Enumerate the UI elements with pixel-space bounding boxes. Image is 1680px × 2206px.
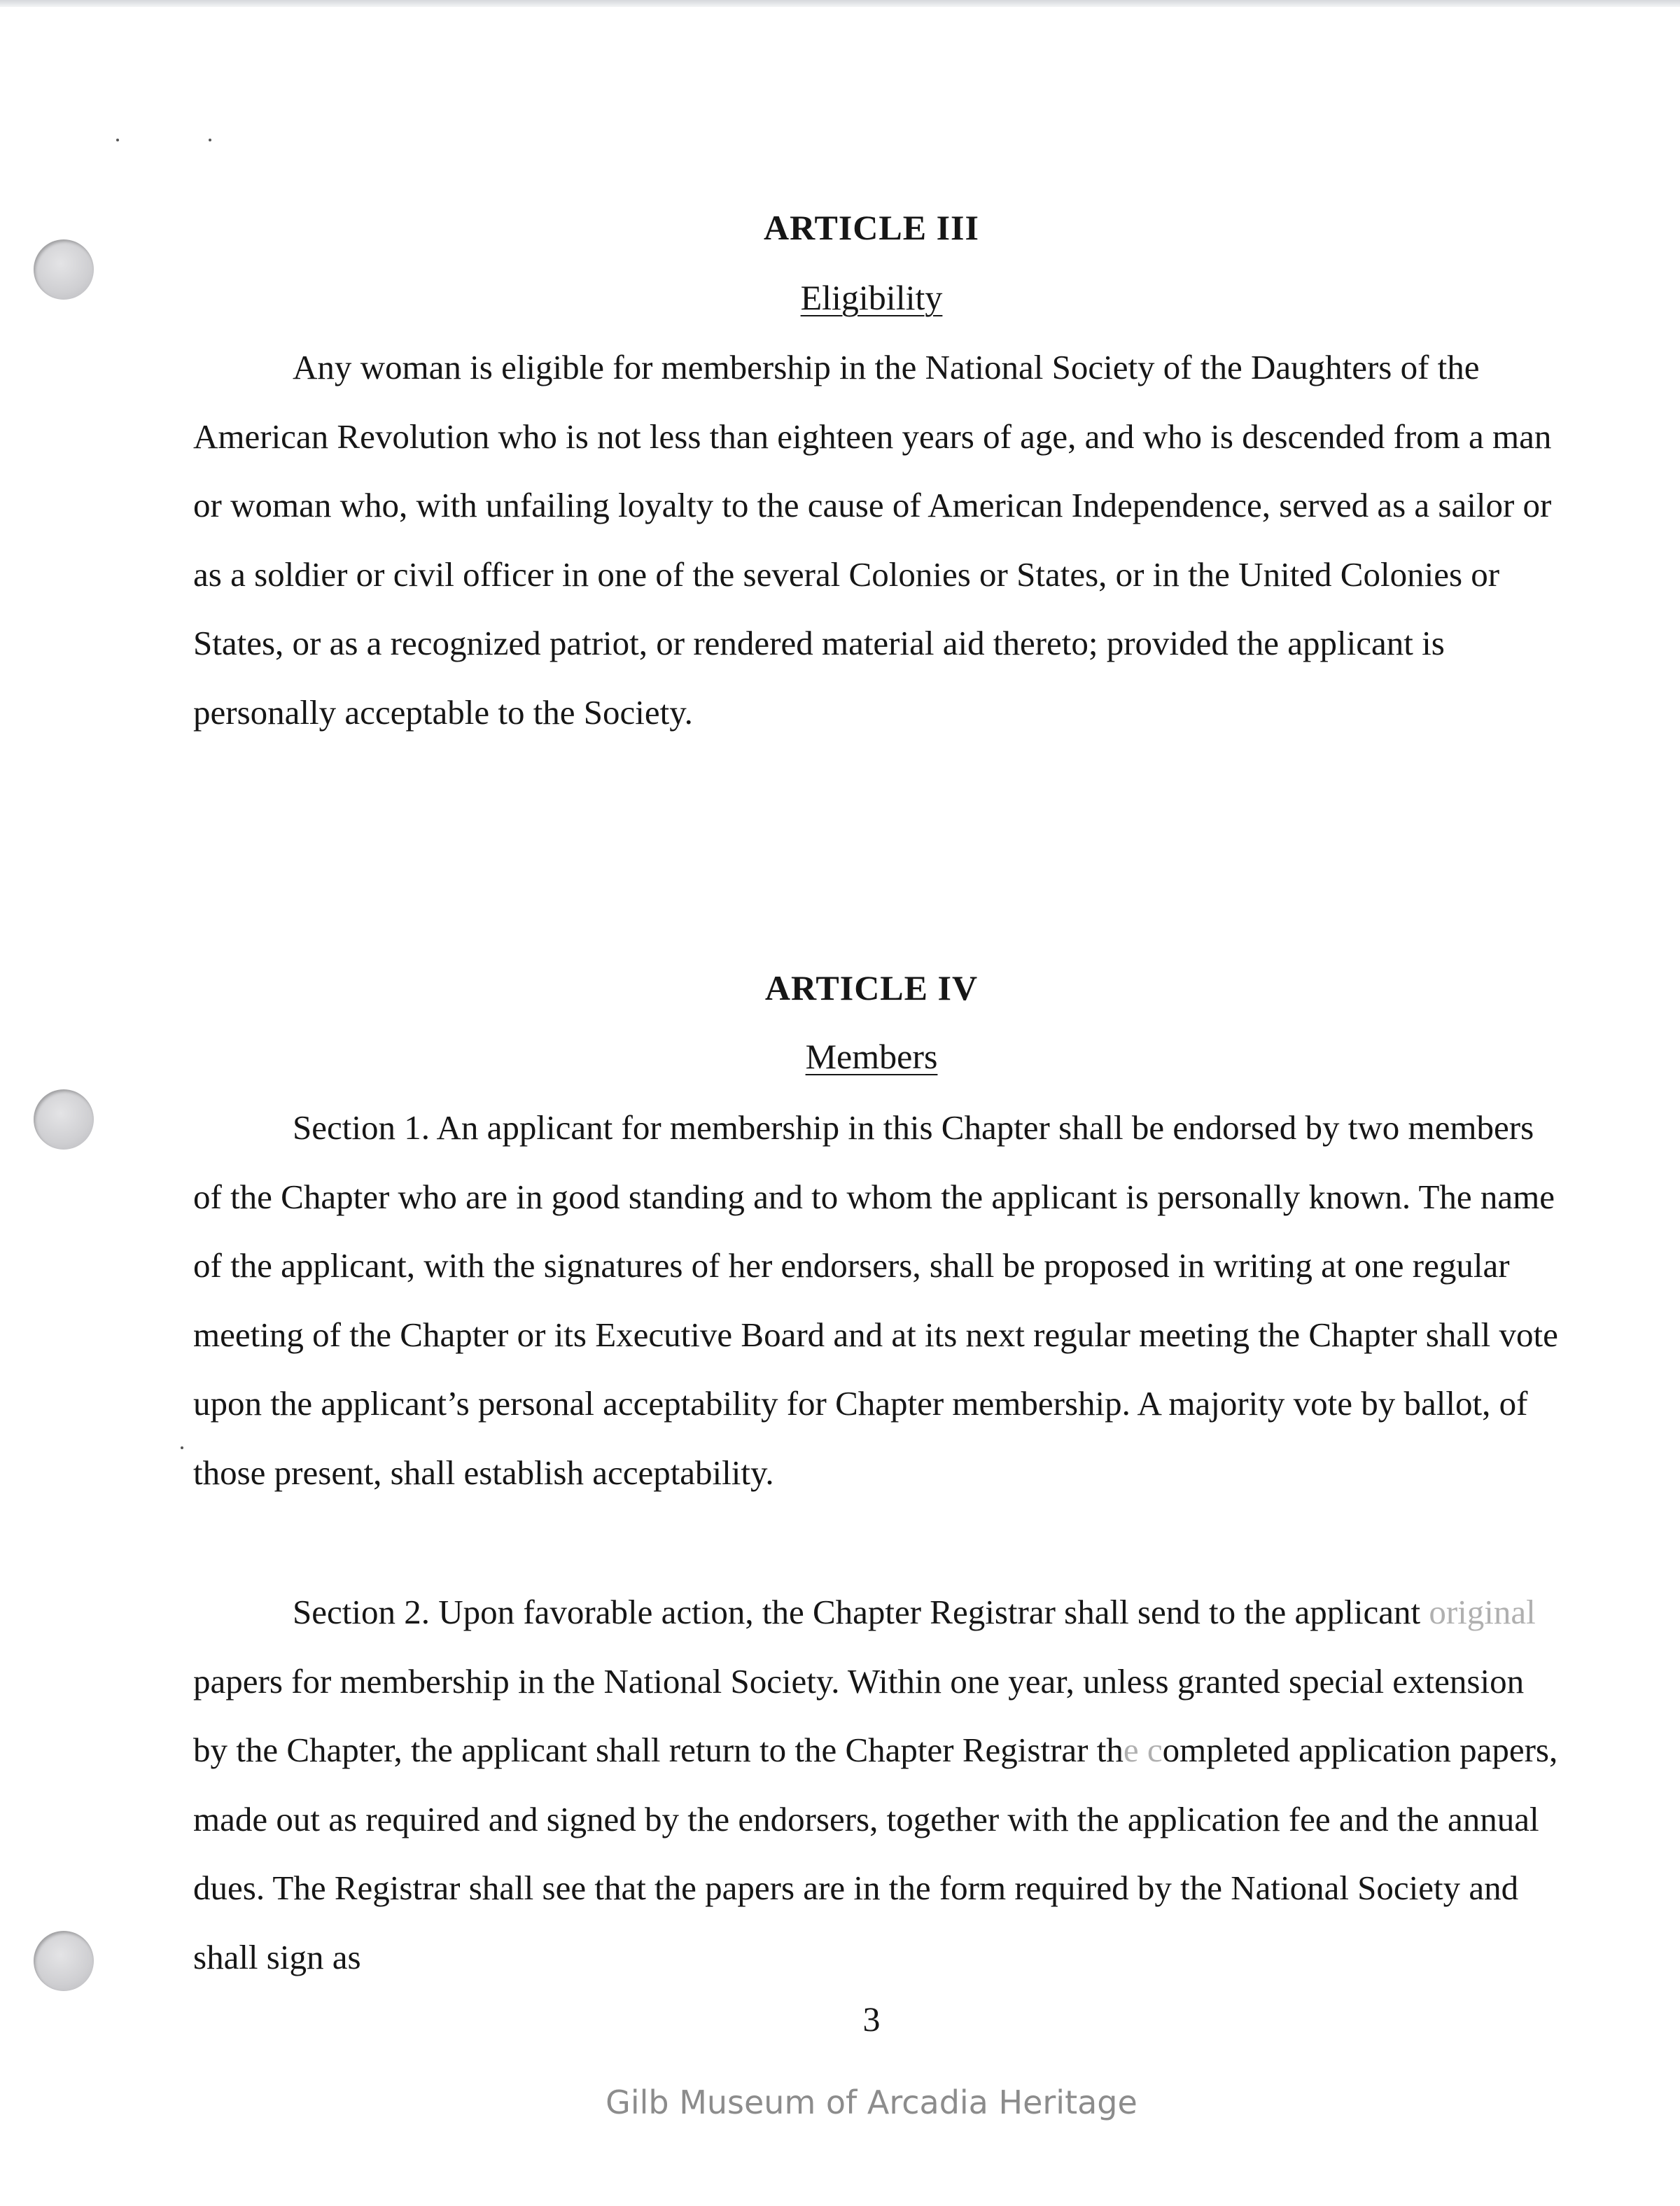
- punch-hole-bottom: [34, 1931, 94, 1991]
- section-2-text: papers for membership in the National Society. Within one year, unless granted special extension by the Chapter, the applicant shall return to the Chapter Registrar th: [193, 1661, 1525, 1769]
- scan-edge: [0, 0, 1680, 7]
- article-3-paragraph: Any woman is eligible for membership in the National Society of the Daughters of the American Revolution who is not less than eighteen years of age, and who is descended from a man or woman who, with unfailing loyalty to the cause of American Independence, served as a sailor or as a soldier or civil officer in one of the several Colonies or States, or in the United Colonies or States, or as a recognized patriot, or rendered material aid thereto; provided the applicant is personally acceptable to the Society.: [193, 348, 1552, 732]
- faded-letters: e c: [1123, 1731, 1163, 1769]
- page-number: 3: [862, 1999, 881, 2039]
- punch-hole-middle: [34, 1089, 94, 1150]
- article-4-subtitle: Members: [805, 1037, 938, 1076]
- section-2-text: ompleted application papers, made out as required and signed by the endorsers, together with the application fee and the annual dues. The Registrar shall see that the papers are in the form required by the National Society and shall sign as: [193, 1731, 1558, 1976]
- scan-speck: [181, 1446, 183, 1449]
- article-4-section-2: [193, 1578, 1565, 1992]
- watermark: Gilb Museum of Arcadia Heritage: [606, 2083, 1138, 2121]
- article-3-subtitle: Eligibility: [800, 278, 943, 317]
- faded-word: original: [1429, 1593, 1536, 1631]
- scan-speck: [116, 139, 119, 141]
- article-4-heading: ARTICLE IV: [764, 968, 979, 1007]
- article-4-section-1: Section 1. An applicant for membership in this Chapter shall be endorsed by two members of the Chapter who are in good standing and to whom the applicant is personally known. The name of the applicant, with the signatures of her endorsers, shall be proposed in writing at one regular meeting of the Chapter or its Executive Board and at its next regular meeting the Chapter shall vote upon the applicant’s personal acceptability for Chapter membership. A majority vote by ballot, of those present, shall establish acceptability.: [193, 1108, 1558, 1492]
- section-2-text: Section 2. Upon favorable action, the Chapter Registrar shall send to the applicant: [293, 1593, 1429, 1631]
- article-3-heading: ARTICLE III: [764, 208, 979, 247]
- scan-speck: [209, 139, 211, 141]
